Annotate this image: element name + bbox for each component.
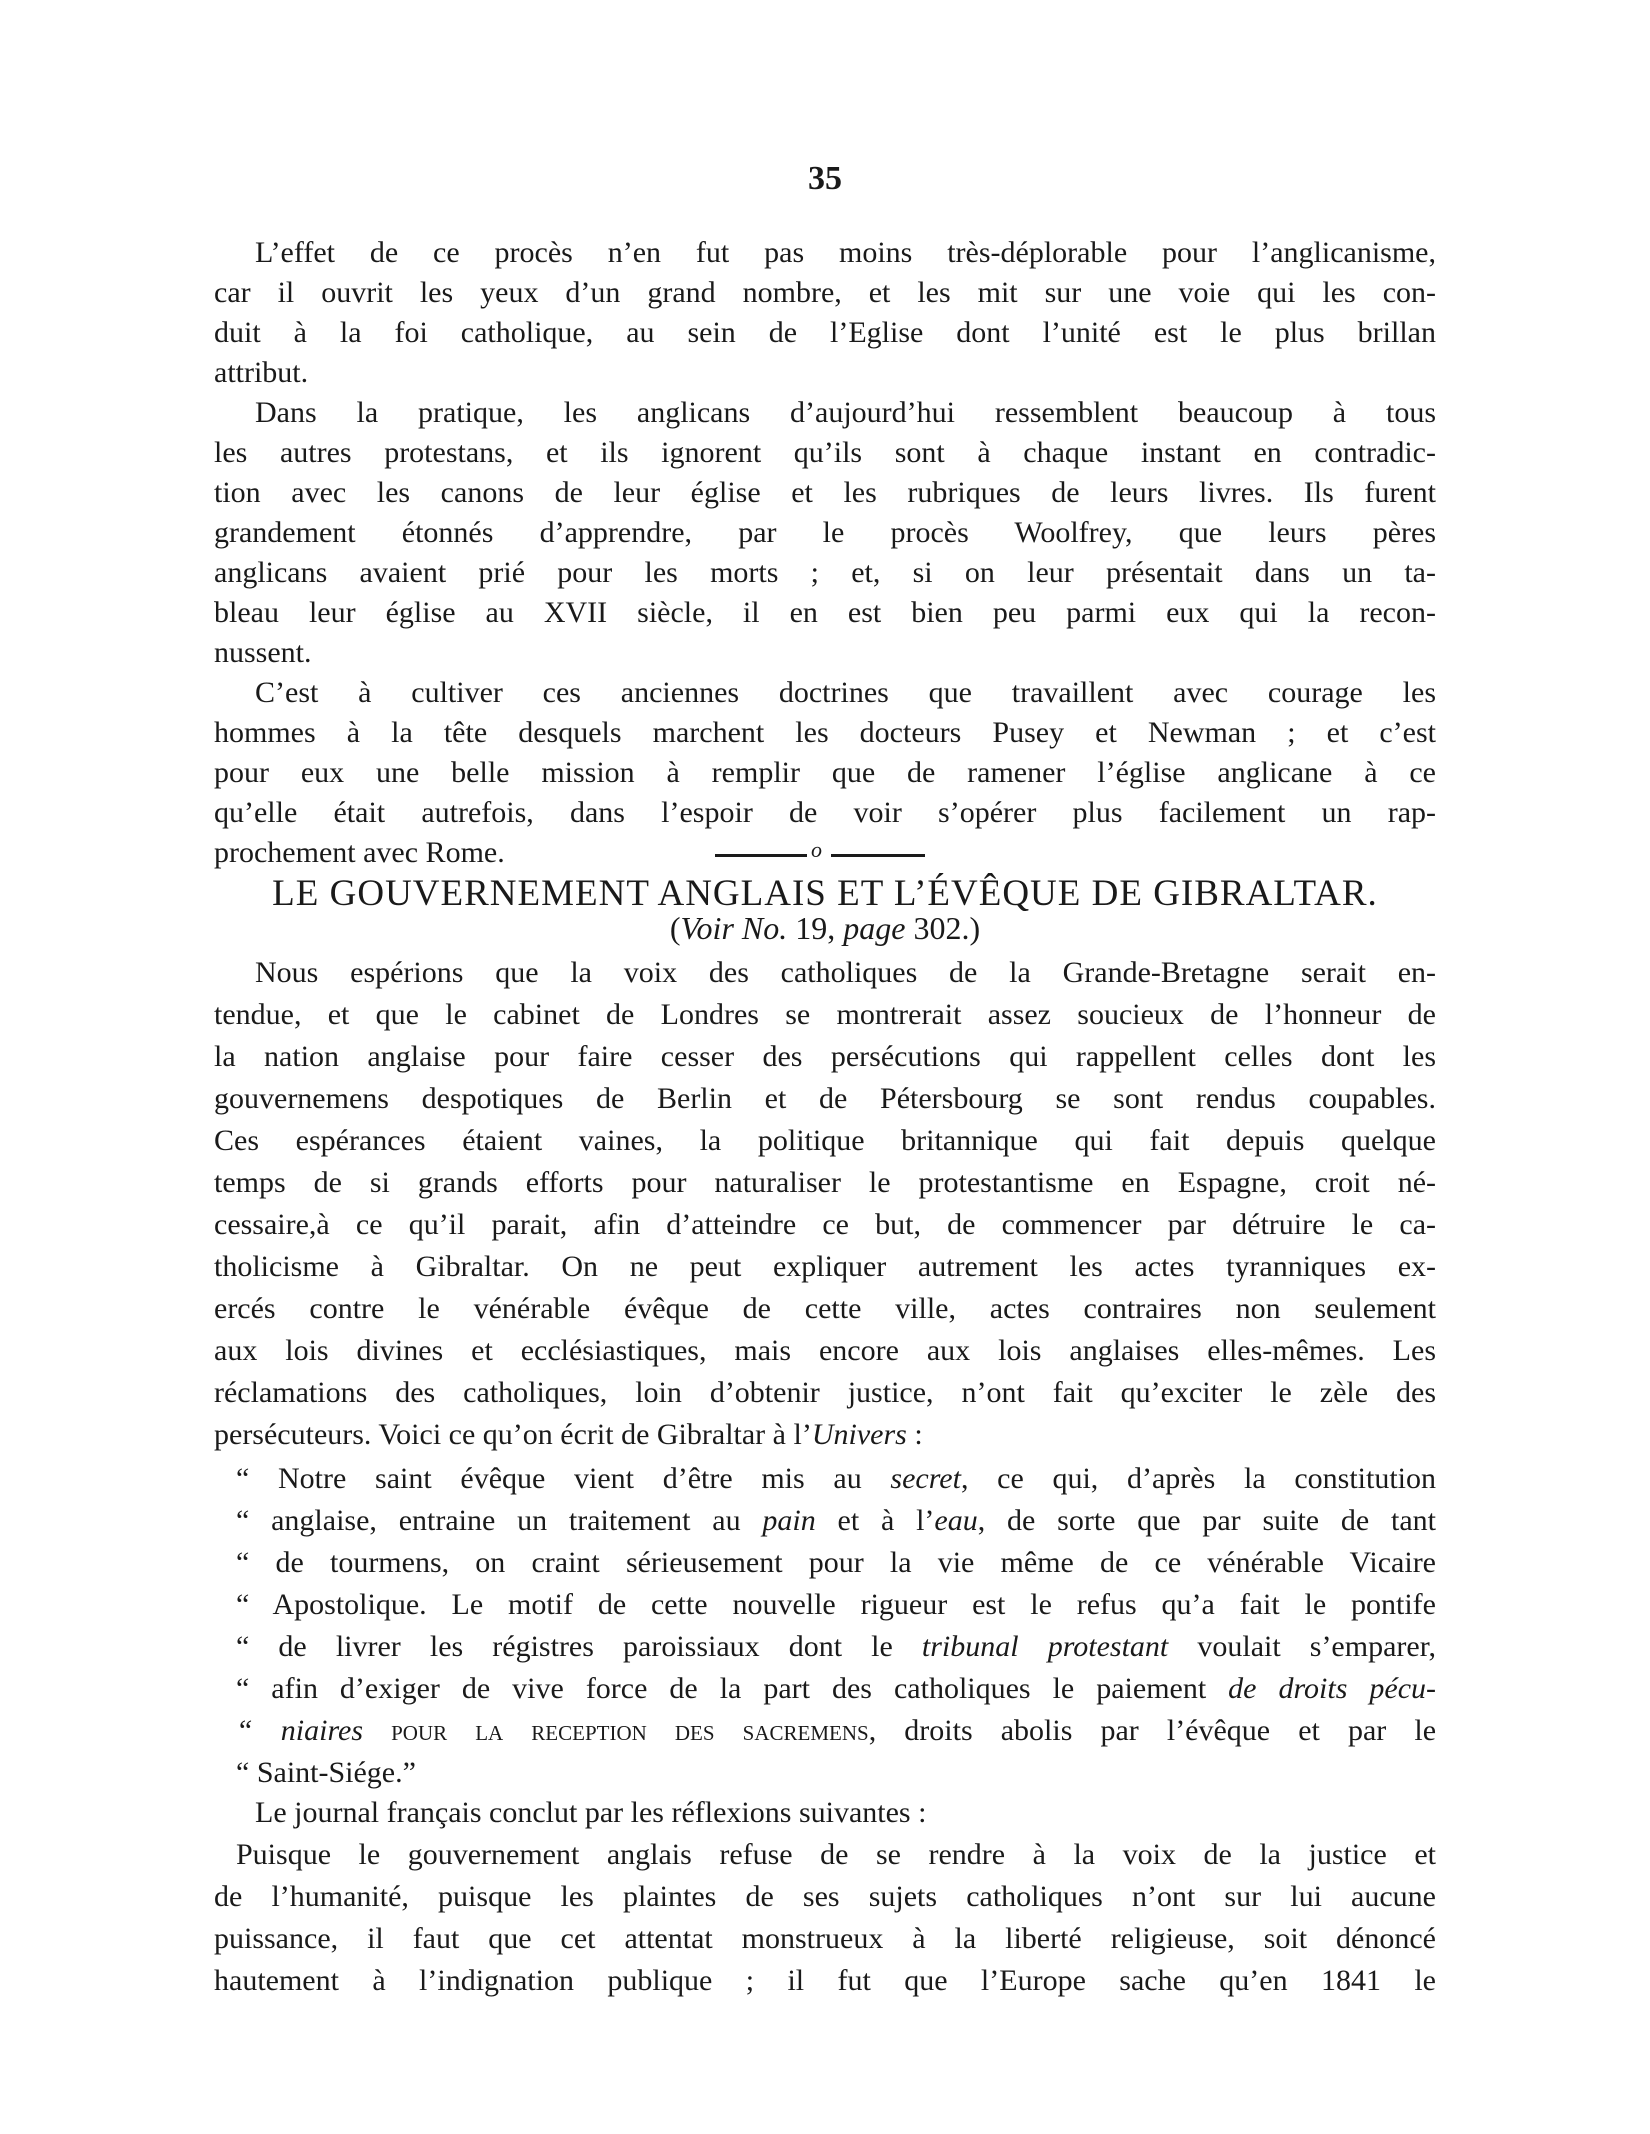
text-line: Nous espérions que la voix des catholiques de la Grande-Bretagne serait en- [255,956,1436,989]
quote-line: “ Notre saint évêque vient d’être mis au secret, ce qui, d’après la constitution [236,1462,1436,1495]
text-line: pour eux une belle mission à remplir que de ramener l’église anglicane à ce [214,756,1436,789]
text-line: temps de si grands efforts pour naturaliser le protestantisme en Espagne, croit né- [214,1166,1436,1199]
text-line: C’est à cultiver ces anciennes doctrines que travaillent avec courage les [255,676,1436,709]
quote-line: “ de livrer les régistres paroissiaux dont le tribunal protestant voulait s’emparer, [236,1630,1436,1663]
text-line: ercés contre le vénérable évêque de cette ville, actes contraires non seulement [214,1292,1436,1325]
text-line: L’effet de ce procès n’en fut pas moins très-déplorable pour l’anglicanisme, [255,236,1436,269]
text-line: grandement étonnés d’apprendre, par le procès Woolfrey, que leurs pères [214,516,1436,549]
text-line: nussent. [214,636,312,669]
text-line: la nation anglaise pour faire cesser des persécutions qui rappellent celles dont les [214,1040,1436,1073]
text-line: gouvernemens despotiques de Berlin et de Pétersbourg se sont rendus coupables. [214,1082,1436,1115]
text-line: bleau leur église au XVII siècle, il en est bien peu parmi eux qui la recon- [214,596,1436,629]
text-line: hautement à l’indignation publique ; il fut que l’Europe sache qu’en 1841 le [214,1964,1436,1997]
page-number: 35 [808,160,842,197]
text-line: qu’elle était autrefois, dans l’espoir de voir s’opérer plus facilement un rap- [214,796,1436,829]
text-line: prochement avec Rome. [214,836,505,869]
text-line: aux lois divines et ecclésiastiques, mais encore aux lois anglaises elles-mêmes. Les [214,1334,1436,1367]
text-line: réclamations des catholiques, loin d’obtenir justice, n’ont fait qu’exciter le zèle des [214,1376,1436,1409]
text-line: attribut. [214,356,309,389]
text-line: car il ouvrit les yeux d’un grand nombre, et les mit sur une voie qui les con- [214,276,1436,309]
text-line: tion avec les canons de leur église et les rubriques de leurs livres. Ils furent [214,476,1436,509]
text-line: tholicisme à Gibraltar. On ne peut expliquer autrement les actes tyranniques ex- [214,1250,1436,1283]
text-line: duit à la foi catholique, au sein de l’Eglise dont l’unité est le plus brillan [214,316,1436,349]
quote-line: “ de tourmens, on craint sérieusement pour la vie même de ce vénérable Vicaire [236,1546,1436,1579]
quote-line: “ afin d’exiger de vive force de la part des catholiques le paiement de droits pécu- [236,1672,1436,1705]
text-line: Ces espérances étaient vaines, la politique britannique qui fait depuis quelque [214,1124,1436,1157]
quote-line: “ anglaise, entraine un traitement au pain et à l’eau, de sorte que par suite de tant [236,1504,1437,1537]
text-line: Le journal français conclut par les réflexions suivantes : [255,1796,927,1829]
section-heading: LE GOUVERNEMENT ANGLAIS ET L’ÉVÊQUE DE GIBRALTAR. [272,873,1378,914]
text-line: de l’humanité, puisque les plaintes de ses sujets catholiques n’ont sur lui aucune [214,1880,1436,1913]
quote-line: “ niaires pour la reception des sacremens, droits abolis par l’évêque et par le [236,1714,1437,1747]
quote-line: “ Saint-Siége.” [236,1756,416,1789]
text-line: anglicans avaient prié pour les morts ; et, si on leur présentait dans un ta- [214,556,1436,589]
text-line: les autres protestans, et ils ignorent qu’ils sont à chaque instant en contradic- [214,436,1436,469]
text-line: Dans la pratique, les anglicans d’aujourd’hui ressemblent beaucoup à tous [255,396,1436,429]
text-line: persécuteurs. Voici ce qu’on écrit de Gibraltar à l’Univers : [214,1418,923,1451]
section-reference: (Voir No. 19, page 302.) [669,910,981,946]
text-line: Puisque le gouvernement anglais refuse de se rendre à la voix de la justice et [236,1838,1436,1871]
quote-line: “ Apostolique. Le motif de cette nouvelle rigueur est le refus qu’a fait le pontife [236,1588,1436,1621]
text-line: puissance, il faut que cet attentat monstrueux à la liberté religieuse, soit dénoncé [214,1922,1436,1955]
section-separator [715,837,925,865]
separator-mark: o [811,837,822,862]
text-line: cessaire,à ce qu’il parait, afin d’atteindre ce but, de commencer par détruire le ca- [214,1208,1436,1241]
text-line: tendue, et que le cabinet de Londres se montrerait assez soucieux de l’honneur de [214,998,1436,1031]
text-line: hommes à la tête desquels marchent les docteurs Pusey et Newman ; et c’est [214,716,1436,749]
